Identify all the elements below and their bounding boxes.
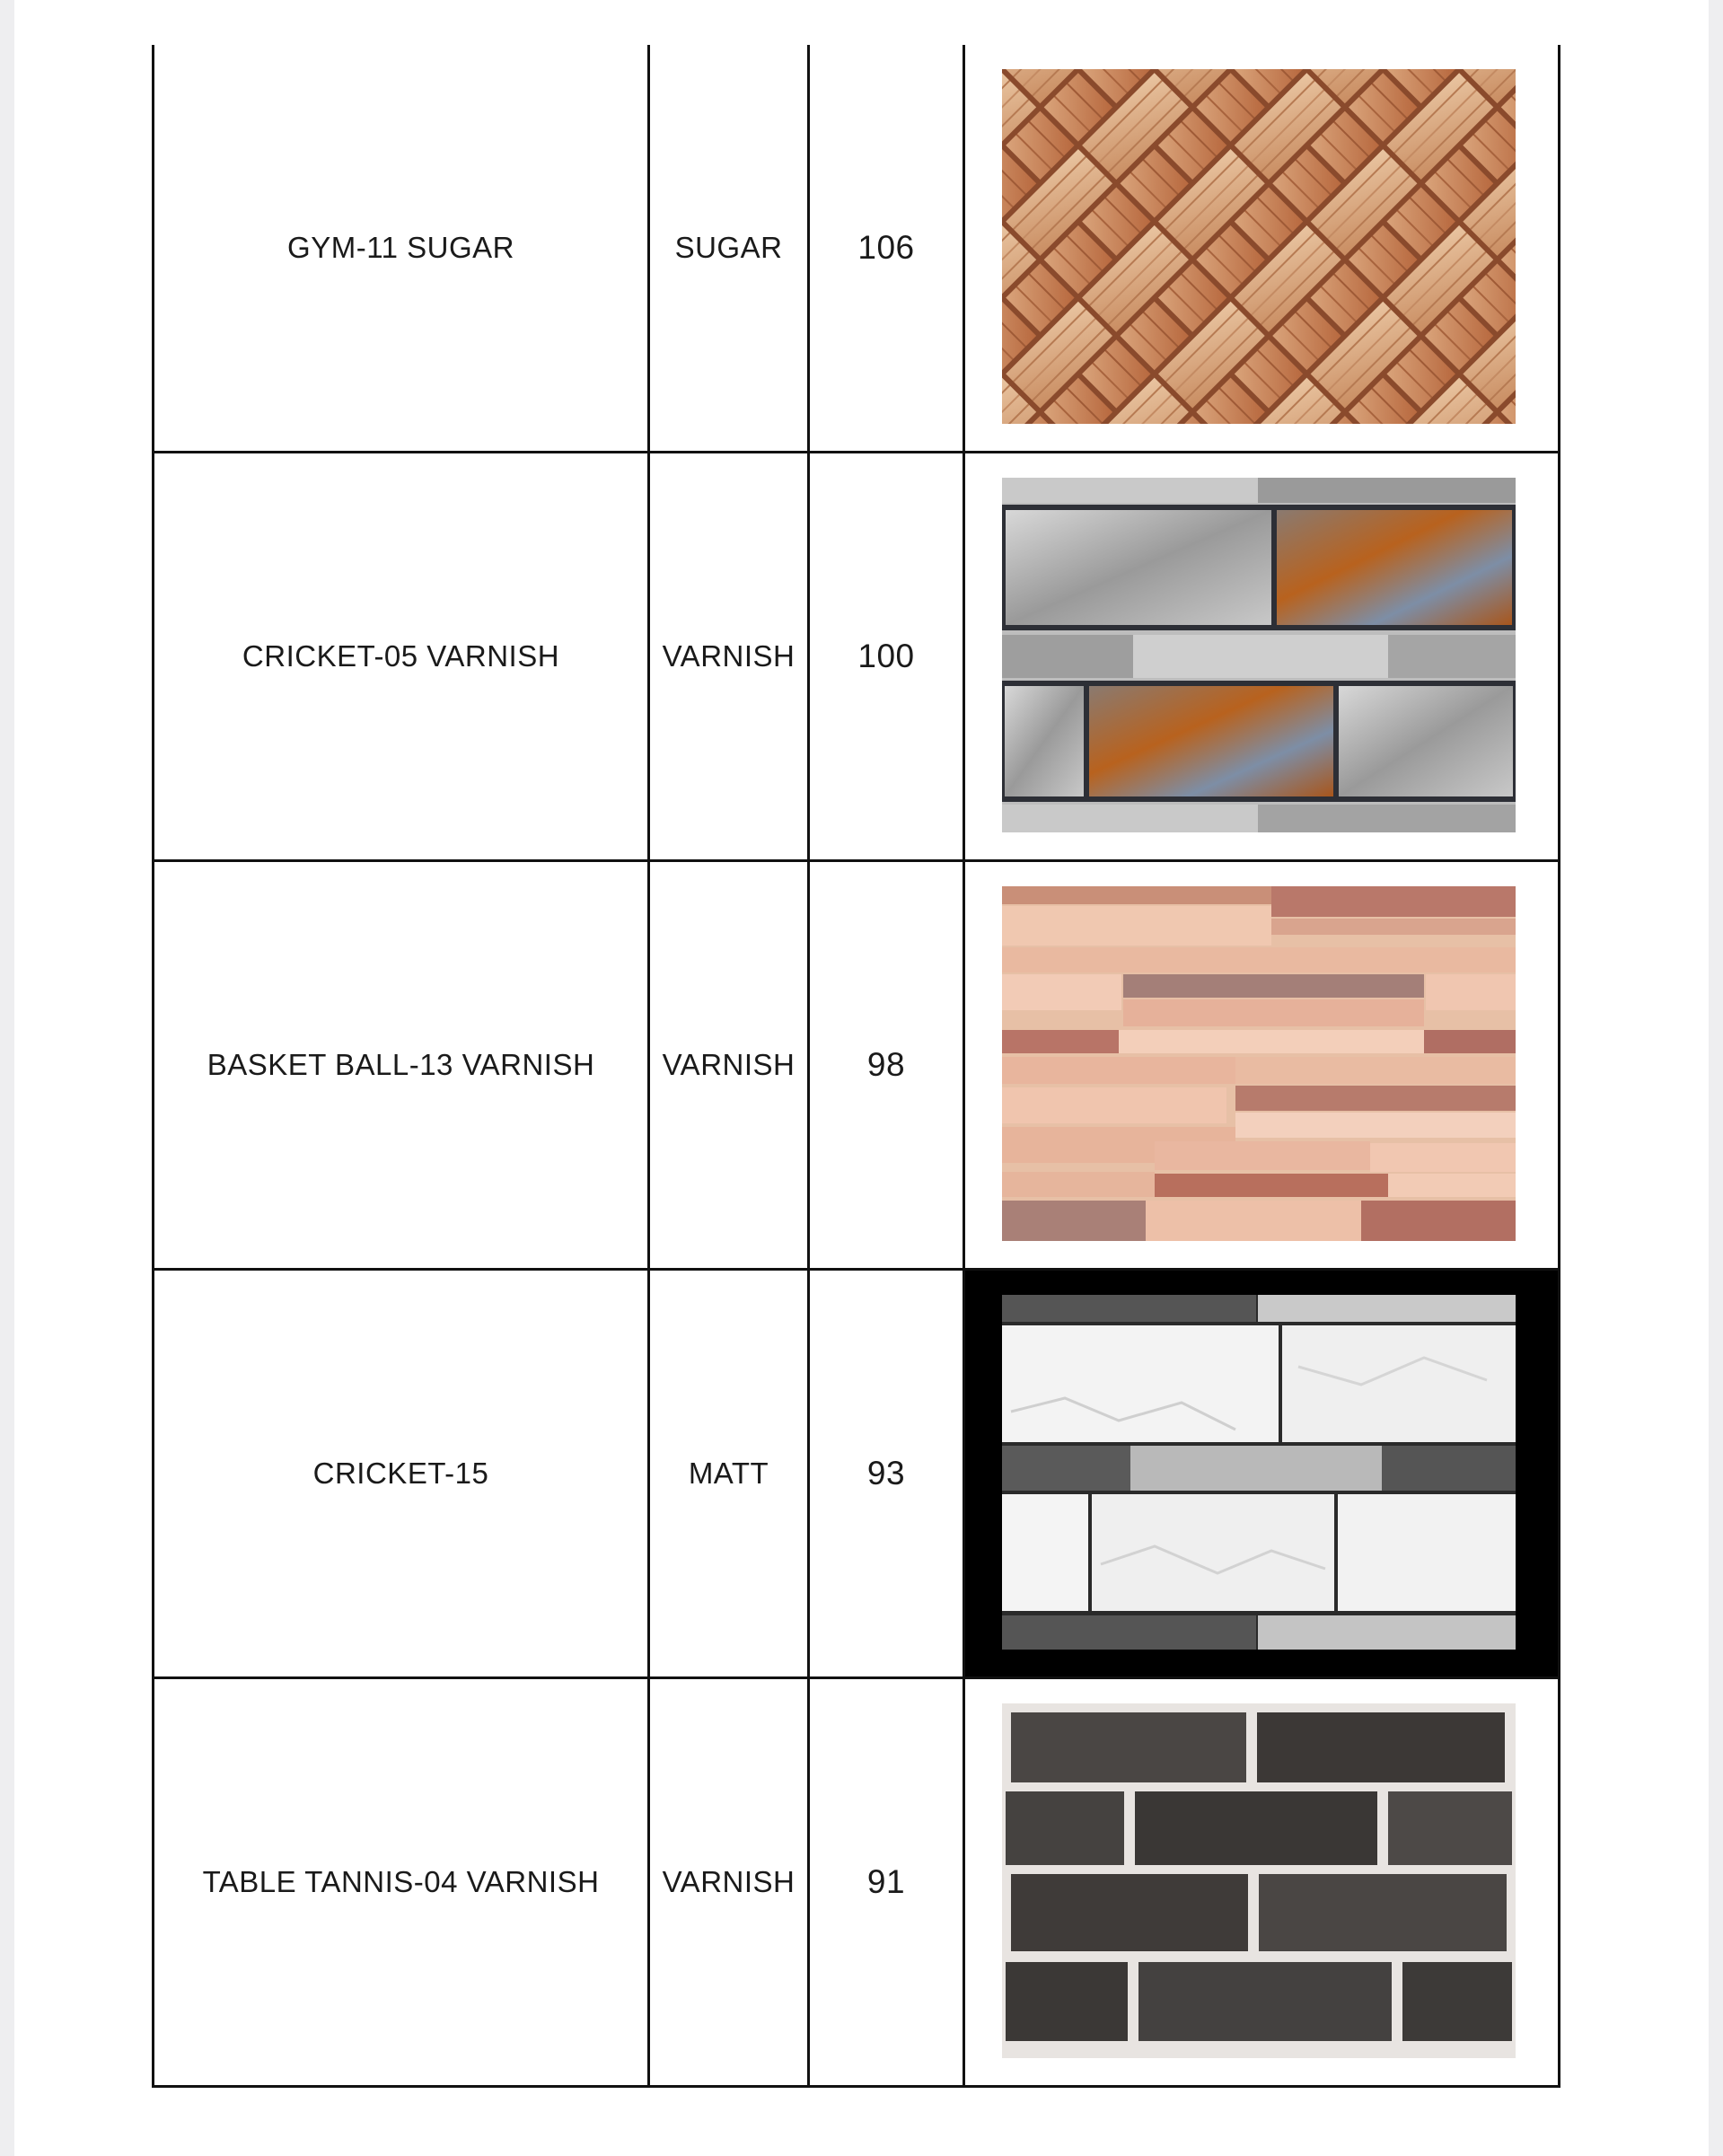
tile-name: CRICKET-15 xyxy=(154,1270,649,1678)
tile-image-cell xyxy=(964,453,1560,861)
table-row xyxy=(154,861,1560,1270)
table-row xyxy=(154,453,1560,861)
tile-image-cell xyxy=(964,1678,1560,2087)
tile-name: BASKET BALL-13 VARNISH xyxy=(154,861,649,1270)
tile-number: 100 xyxy=(809,453,964,861)
tile-name: GYM-11 SUGAR xyxy=(154,45,649,453)
table-row xyxy=(154,1678,1560,2087)
pink-brown-stacked-stone-tile-image xyxy=(1002,886,1516,1241)
tile-image-cell xyxy=(964,1270,1560,1678)
table-row xyxy=(154,45,1560,453)
basket-weave-tile-image xyxy=(1002,69,1516,424)
dark-brick-tile-image xyxy=(1002,1703,1516,2058)
tile-catalog-table xyxy=(152,45,1560,2088)
tile-finish: VARNISH xyxy=(649,453,809,861)
tile-number: 98 xyxy=(809,861,964,1270)
tile-image-cell xyxy=(964,861,1560,1270)
tile-name: TABLE TANNIS-04 VARNISH xyxy=(154,1678,649,2087)
tile-number: 106 xyxy=(809,45,964,453)
table-row xyxy=(154,1270,1560,1678)
tile-number: 91 xyxy=(809,1678,964,2087)
white-grey-stone-tile-image xyxy=(1002,1295,1516,1650)
tile-finish: VARNISH xyxy=(649,861,809,1270)
tile-image-cell xyxy=(964,45,1560,453)
tile-name: CRICKET-05 VARNISH xyxy=(154,453,649,861)
tile-finish: MATT xyxy=(649,1270,809,1678)
grey-rust-stone-tile-image xyxy=(1002,478,1516,832)
tile-finish: VARNISH xyxy=(649,1678,809,2087)
tile-number: 93 xyxy=(809,1270,964,1678)
tile-finish: SUGAR xyxy=(649,45,809,453)
catalog-page xyxy=(14,0,1709,2156)
